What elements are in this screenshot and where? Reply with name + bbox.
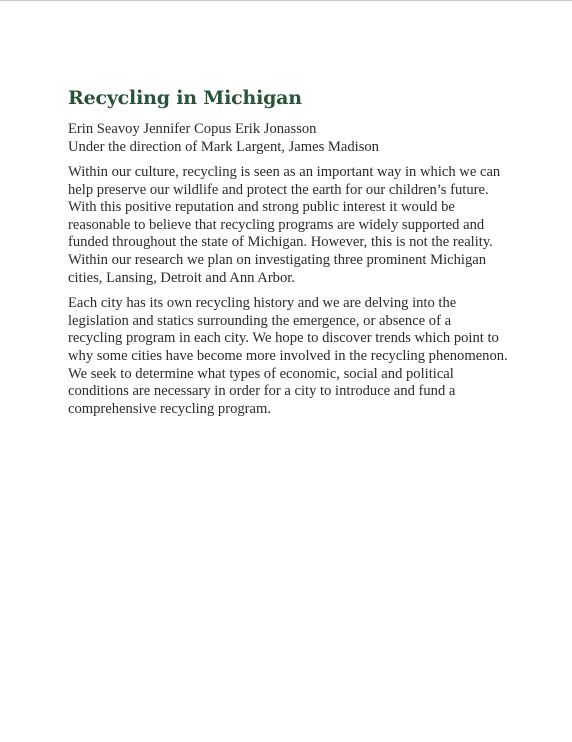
body-paragraph-1: Within our culture, recycling is seen as an important way in which we can help preserve our wildlife and protect the earth for our children’s future. With this positive reputation and strong public interest it would be reasonable to believe that recycling programs are widely supported and funded throughout the state of Michigan. However, this is not the reality. Within our research we plan on investigating three prominent Michigan cities, Lansing, Detroit and Ann Arbor.: [68, 164, 501, 286]
author-line: Erin Seavoy Jennifer Copus Erik Jonasson: [68, 121, 317, 137]
page-top-border: [0, 0, 572, 1]
body-paragraph-2: Each city has its own recycling history and we are delving into the legislation and statics surrounding the emergence, or absence of a recycling program in each city. We hope to discover trends which point to why some cities have become more involved in the recycling phenomenon. We seek to determine what types of economic, social and political conditions are necessary in order for a city to introduce and fund a comprehensive recycling program.: [68, 295, 508, 417]
document-page: [68, 86, 508, 426]
advisor-line: Under the direction of Mark Largent, James Madison: [68, 139, 379, 155]
document-title: Recycling in Michigan: [68, 87, 302, 109]
